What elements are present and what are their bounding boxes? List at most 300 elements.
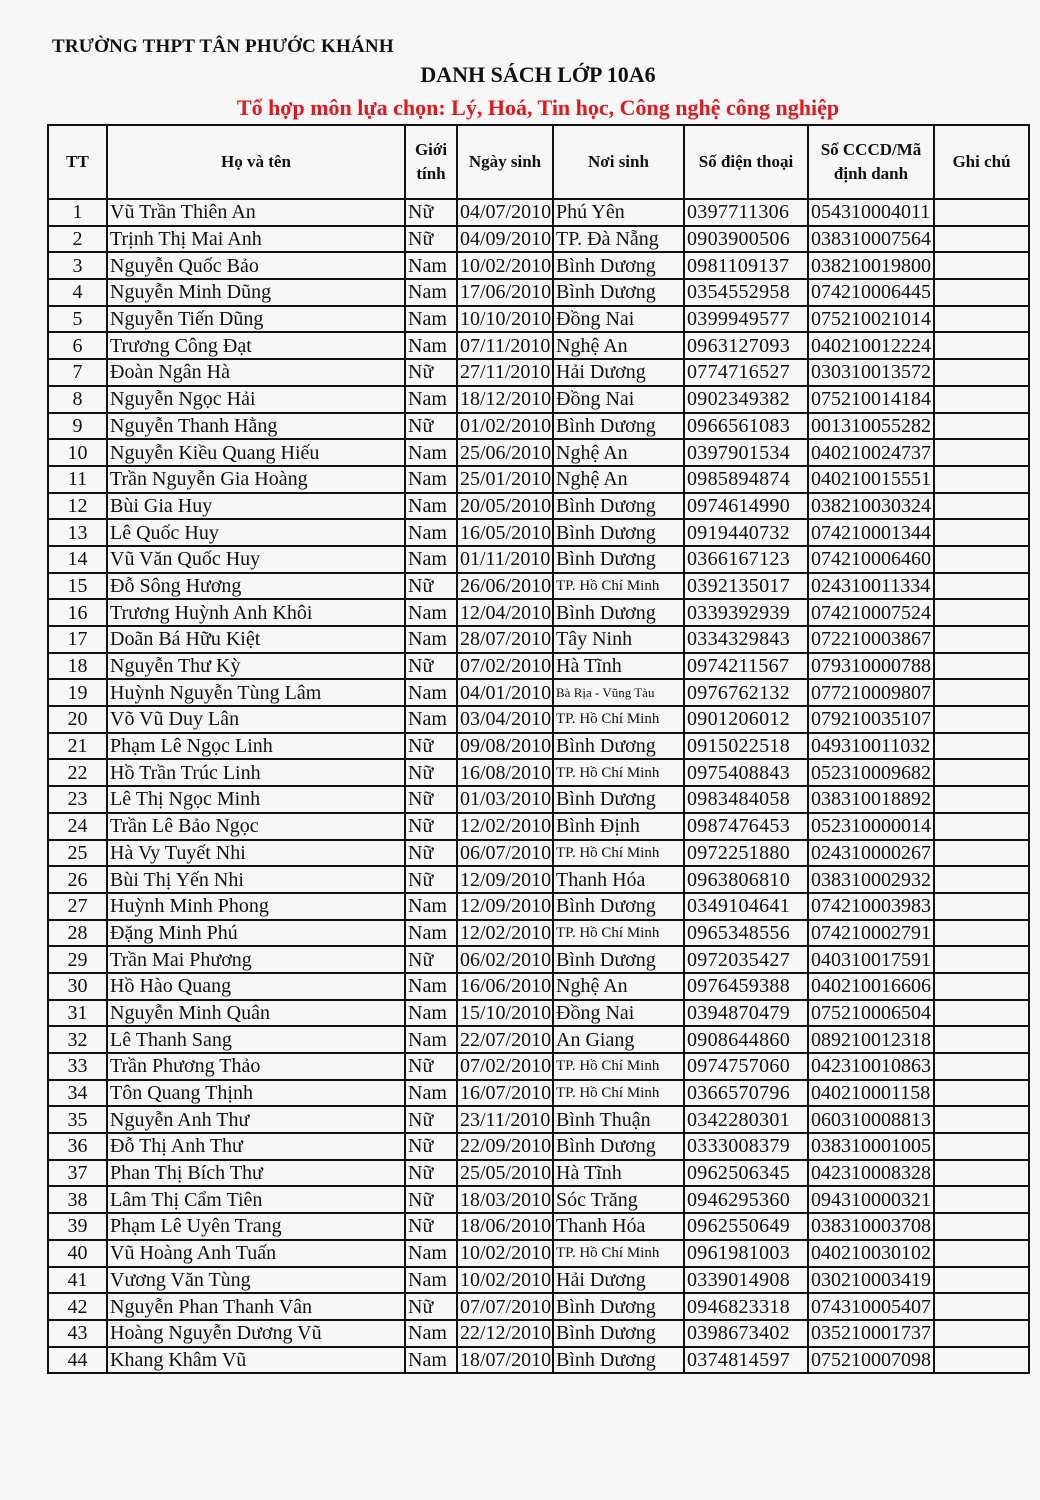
cell-full-name: Hà Vy Tuyết Nhi [107,840,405,867]
cell-gender: Nữ [405,1186,457,1213]
cell-full-name: Huỳnh Nguyễn Tùng Lâm [107,679,405,706]
cell-birthplace: Bình Dương [553,1293,684,1320]
table-row [48,813,1029,840]
cell-dob: 22/09/2010 [457,1133,553,1160]
cell-tt: 10 [48,439,107,466]
cell-gender: Nữ [405,653,457,680]
cell-notes [934,733,1029,760]
cell-phone: 0397711306 [684,199,808,226]
cell-phone: 0962506345 [684,1160,808,1187]
cell-birthplace: An Giang [553,1026,684,1053]
cell-gender: Nữ [405,733,457,760]
cell-phone: 0903900506 [684,226,808,253]
col-header-birthplace: Nơi sinh [553,125,684,199]
cell-gender: Nữ [405,1213,457,1240]
cell-birthplace: Bình Dương [553,413,684,440]
col-header-phone: Số điện thoại [684,125,808,199]
cell-tt: 24 [48,813,107,840]
cell-birthplace: Bình Dương [553,1133,684,1160]
cell-tt: 32 [48,1026,107,1053]
cell-birthplace: Bình Dương [553,519,684,546]
col-header-id-number: Số CCCD/Mã định danh [808,125,934,199]
cell-dob: 04/07/2010 [457,199,553,226]
cell-notes [934,519,1029,546]
cell-birthplace: Bình Dương [553,599,684,626]
cell-birthplace: Bình Dương [553,893,684,920]
cell-notes [934,786,1029,813]
cell-phone: 0333008379 [684,1133,808,1160]
cell-full-name: Nguyễn Kiều Quang Hiếu [107,439,405,466]
cell-gender: Nam [405,1080,457,1107]
cell-gender: Nam [405,546,457,573]
cell-dob: 07/11/2010 [457,332,553,359]
cell-notes [934,332,1029,359]
cell-dob: 26/06/2010 [457,573,553,600]
cell-gender: Nam [405,1267,457,1294]
cell-full-name: Lâm Thị Cẩm Tiên [107,1186,405,1213]
cell-phone: 0919440732 [684,519,808,546]
cell-full-name: Khang Khâm Vũ [107,1347,405,1374]
cell-id-number: 040210001158 [808,1080,934,1107]
cell-gender: Nam [405,1320,457,1347]
table-row [48,706,1029,733]
cell-tt: 5 [48,306,107,333]
cell-gender: Nam [405,1240,457,1267]
cell-dob: 01/02/2010 [457,413,553,440]
table-row [48,493,1029,520]
cell-gender: Nữ [405,1106,457,1133]
cell-birthplace: Nghệ An [553,466,684,493]
cell-gender: Nam [405,519,457,546]
table-body [48,199,1029,1373]
table-row [48,546,1029,573]
cell-full-name: Trương Huỳnh Anh Khôi [107,599,405,626]
col-header-gender: Giới tính [405,125,457,199]
cell-phone: 0987476453 [684,813,808,840]
cell-dob: 25/01/2010 [457,466,553,493]
cell-id-number: 074210006445 [808,279,934,306]
cell-tt: 19 [48,679,107,706]
cell-full-name: Vương Văn Tùng [107,1267,405,1294]
cell-dob: 12/02/2010 [457,813,553,840]
cell-full-name: Trần Phương Thảo [107,1053,405,1080]
cell-phone: 0374814597 [684,1347,808,1374]
cell-id-number: 038310002932 [808,866,934,893]
cell-gender: Nam [405,306,457,333]
cell-full-name: Hồ Hào Quang [107,973,405,1000]
cell-notes [934,599,1029,626]
cell-dob: 18/06/2010 [457,1213,553,1240]
cell-phone: 0915022518 [684,733,808,760]
cell-id-number: 077210009807 [808,679,934,706]
cell-gender: Nữ [405,1160,457,1187]
cell-phone: 0339014908 [684,1267,808,1294]
cell-phone: 0976762132 [684,679,808,706]
cell-id-number: 038210019800 [808,252,934,279]
cell-dob: 25/06/2010 [457,439,553,466]
cell-dob: 12/02/2010 [457,920,553,947]
table-row [48,1080,1029,1107]
cell-dob: 18/03/2010 [457,1186,553,1213]
cell-dob: 18/07/2010 [457,1347,553,1374]
cell-tt: 30 [48,973,107,1000]
table-row [48,439,1029,466]
cell-gender: Nữ [405,1293,457,1320]
cell-dob: 22/07/2010 [457,1026,553,1053]
cell-notes [934,1240,1029,1267]
cell-dob: 18/12/2010 [457,386,553,413]
cell-dob: 25/05/2010 [457,1160,553,1187]
cell-tt: 25 [48,840,107,867]
cell-gender: Nữ [405,226,457,253]
cell-birthplace: Hà Tĩnh [553,653,684,680]
cell-tt: 35 [48,1106,107,1133]
table-row [48,1293,1029,1320]
cell-id-number: 038310003708 [808,1213,934,1240]
cell-birthplace: Bình Thuận [553,1106,684,1133]
table-header-row [48,125,1029,199]
cell-notes [934,840,1029,867]
table-row [48,840,1029,867]
cell-tt: 23 [48,786,107,813]
cell-birthplace: TP. Hồ Chí Minh [553,840,684,867]
cell-dob: 03/04/2010 [457,706,553,733]
cell-dob: 06/02/2010 [457,946,553,973]
cell-full-name: Trương Công Đạt [107,332,405,359]
cell-tt: 16 [48,599,107,626]
table-row [48,199,1029,226]
cell-full-name: Hồ Trần Trúc Linh [107,759,405,786]
cell-id-number: 038210030324 [808,493,934,520]
cell-id-number: 074210006460 [808,546,934,573]
cell-notes [934,1106,1029,1133]
cell-id-number: 038310018892 [808,786,934,813]
cell-phone: 0963806810 [684,866,808,893]
cell-birthplace: TP. Hồ Chí Minh [553,759,684,786]
cell-tt: 36 [48,1133,107,1160]
cell-phone: 0975408843 [684,759,808,786]
cell-dob: 16/05/2010 [457,519,553,546]
cell-dob: 27/11/2010 [457,359,553,386]
cell-phone: 0908644860 [684,1026,808,1053]
cell-birthplace: Bình Dương [553,546,684,573]
cell-id-number: 074210001344 [808,519,934,546]
cell-notes [934,920,1029,947]
table-row [48,1106,1029,1133]
cell-birthplace: Bình Dương [553,786,684,813]
cell-gender: Nam [405,599,457,626]
cell-full-name: Vũ Văn Quốc Huy [107,546,405,573]
cell-notes [934,1133,1029,1160]
cell-id-number: 089210012318 [808,1026,934,1053]
cell-phone: 0339392939 [684,599,808,626]
cell-gender: Nam [405,893,457,920]
cell-full-name: Bùi Gia Huy [107,493,405,520]
cell-notes [934,893,1029,920]
cell-phone: 0962550649 [684,1213,808,1240]
cell-tt: 7 [48,359,107,386]
cell-id-number: 075210006504 [808,1000,934,1027]
cell-phone: 0394870479 [684,1000,808,1027]
cell-full-name: Nguyễn Tiến Dũng [107,306,405,333]
cell-full-name: Đỗ Sông Hương [107,573,405,600]
cell-tt: 31 [48,1000,107,1027]
cell-notes [934,252,1029,279]
cell-gender: Nữ [405,359,457,386]
cell-notes [934,1320,1029,1347]
cell-dob: 10/02/2010 [457,1267,553,1294]
cell-dob: 10/02/2010 [457,252,553,279]
cell-gender: Nam [405,920,457,947]
cell-full-name: Doãn Bá Hữu Kiệt [107,626,405,653]
cell-notes [934,1293,1029,1320]
table-row [48,573,1029,600]
cell-phone: 0398673402 [684,1320,808,1347]
cell-dob: 09/08/2010 [457,733,553,760]
cell-dob: 10/10/2010 [457,306,553,333]
table-row [48,1160,1029,1187]
table-row [48,519,1029,546]
cell-notes [934,813,1029,840]
cell-birthplace: TP. Hồ Chí Minh [553,1080,684,1107]
table-row [48,626,1029,653]
cell-notes [934,1267,1029,1294]
cell-full-name: Nguyễn Minh Quân [107,1000,405,1027]
cell-gender: Nam [405,493,457,520]
cell-dob: 28/07/2010 [457,626,553,653]
col-header-dob: Ngày sinh [457,125,553,199]
cell-birthplace: Nghệ An [553,973,684,1000]
cell-dob: 06/07/2010 [457,840,553,867]
cell-notes [934,626,1029,653]
cell-full-name: Vũ Hoàng Anh Tuấn [107,1240,405,1267]
table-row [48,386,1029,413]
cell-tt: 17 [48,626,107,653]
cell-id-number: 075210007098 [808,1347,934,1374]
cell-full-name: Nguyễn Quốc Bảo [107,252,405,279]
cell-full-name: Phan Thị Bích Thư [107,1160,405,1187]
cell-gender: Nữ [405,1133,457,1160]
cell-phone: 0972251880 [684,840,808,867]
cell-birthplace: Phú Yên [553,199,684,226]
cell-tt: 18 [48,653,107,680]
cell-birthplace: TP. Hồ Chí Minh [553,573,684,600]
cell-notes [934,1213,1029,1240]
table-row [48,1347,1029,1374]
cell-id-number: 074210002791 [808,920,934,947]
cell-phone: 0334329843 [684,626,808,653]
cell-phone: 0983484058 [684,786,808,813]
cell-tt: 9 [48,413,107,440]
cell-full-name: Vũ Trần Thiên An [107,199,405,226]
cell-dob: 12/09/2010 [457,866,553,893]
cell-dob: 15/10/2010 [457,1000,553,1027]
table-row [48,946,1029,973]
table-row [48,279,1029,306]
cell-birthplace: Bình Dương [553,252,684,279]
cell-tt: 44 [48,1347,107,1374]
cell-gender: Nữ [405,759,457,786]
cell-notes [934,573,1029,600]
cell-phone: 0774716527 [684,359,808,386]
cell-gender: Nam [405,1347,457,1374]
cell-birthplace: Thanh Hóa [553,866,684,893]
cell-tt: 11 [48,466,107,493]
cell-dob: 20/05/2010 [457,493,553,520]
cell-phone: 0902349382 [684,386,808,413]
cell-birthplace: Nghệ An [553,439,684,466]
cell-phone: 0397901534 [684,439,808,466]
cell-tt: 6 [48,332,107,359]
cell-full-name: Nguyễn Ngọc Hải [107,386,405,413]
table-row [48,1026,1029,1053]
cell-tt: 2 [48,226,107,253]
cell-notes [934,359,1029,386]
cell-tt: 1 [48,199,107,226]
table-row [48,786,1029,813]
cell-gender: Nữ [405,813,457,840]
cell-tt: 43 [48,1320,107,1347]
cell-dob: 04/01/2010 [457,679,553,706]
cell-notes [934,226,1029,253]
cell-full-name: Nguyễn Thư Kỳ [107,653,405,680]
cell-notes [934,866,1029,893]
cell-id-number: 040210015551 [808,466,934,493]
cell-full-name: Võ Vũ Duy Lân [107,706,405,733]
cell-tt: 8 [48,386,107,413]
cell-phone: 0963127093 [684,332,808,359]
cell-gender: Nam [405,1026,457,1053]
cell-id-number: 024310000267 [808,840,934,867]
cell-phone: 0354552958 [684,279,808,306]
cell-phone: 0972035427 [684,946,808,973]
table-row [48,920,1029,947]
cell-gender: Nam [405,973,457,1000]
cell-dob: 07/02/2010 [457,1053,553,1080]
cell-id-number: 074210007524 [808,599,934,626]
cell-notes [934,759,1029,786]
cell-full-name: Trần Lê Bảo Ngọc [107,813,405,840]
cell-notes [934,706,1029,733]
cell-birthplace: Đồng Nai [553,386,684,413]
cell-tt: 14 [48,546,107,573]
table-row [48,599,1029,626]
table-row [48,413,1029,440]
cell-dob: 16/08/2010 [457,759,553,786]
cell-notes [934,946,1029,973]
cell-full-name: Nguyễn Anh Thư [107,1106,405,1133]
cell-dob: 04/09/2010 [457,226,553,253]
cell-notes [934,1080,1029,1107]
cell-full-name: Tôn Quang Thịnh [107,1080,405,1107]
cell-id-number: 075210014184 [808,386,934,413]
col-header-notes: Ghi chú [934,125,1029,199]
cell-dob: 07/02/2010 [457,653,553,680]
cell-notes [934,653,1029,680]
table-row [48,653,1029,680]
cell-dob: 17/06/2010 [457,279,553,306]
cell-full-name: Lê Thị Ngọc Minh [107,786,405,813]
cell-birthplace: Hà Tĩnh [553,1160,684,1187]
cell-dob: 12/04/2010 [457,599,553,626]
cell-tt: 37 [48,1160,107,1187]
cell-tt: 33 [48,1053,107,1080]
cell-full-name: Lê Thanh Sang [107,1026,405,1053]
cell-birthplace: Sóc Trăng [553,1186,684,1213]
cell-birthplace: Bình Dương [553,1320,684,1347]
cell-tt: 42 [48,1293,107,1320]
cell-tt: 20 [48,706,107,733]
cell-gender: Nữ [405,199,457,226]
cell-phone: 0366570796 [684,1080,808,1107]
cell-notes [934,1026,1029,1053]
cell-dob: 01/11/2010 [457,546,553,573]
cell-notes [934,1053,1029,1080]
cell-id-number: 035210001737 [808,1320,934,1347]
cell-id-number: 030210003419 [808,1267,934,1294]
cell-tt: 34 [48,1080,107,1107]
table-row [48,359,1029,386]
table-row [48,893,1029,920]
cell-id-number: 040210024737 [808,439,934,466]
cell-birthplace: Đồng Nai [553,306,684,333]
cell-phone: 0981109137 [684,252,808,279]
table-row [48,226,1029,253]
cell-phone: 0366167123 [684,546,808,573]
cell-birthplace: Nghệ An [553,332,684,359]
cell-phone: 0985894874 [684,466,808,493]
cell-full-name: Nguyễn Minh Dũng [107,279,405,306]
cell-full-name: Đỗ Thị Anh Thư [107,1133,405,1160]
cell-tt: 15 [48,573,107,600]
cell-dob: 16/06/2010 [457,973,553,1000]
cell-dob: 23/11/2010 [457,1106,553,1133]
cell-tt: 3 [48,252,107,279]
table-row [48,306,1029,333]
table-row [48,1186,1029,1213]
cell-birthplace: Đồng Nai [553,1000,684,1027]
cell-phone: 0961981003 [684,1240,808,1267]
cell-dob: 22/12/2010 [457,1320,553,1347]
cell-gender: Nữ [405,840,457,867]
cell-notes [934,279,1029,306]
cell-id-number: 049310011032 [808,733,934,760]
cell-gender: Nữ [405,573,457,600]
table-row [48,733,1029,760]
cell-notes [934,973,1029,1000]
cell-gender: Nam [405,466,457,493]
cell-phone: 0349104641 [684,893,808,920]
cell-tt: 29 [48,946,107,973]
subject-combination: Tổ hợp môn lựa chọn: Lý, Hoá, Tin học, Công nghệ công nghiệp [236,95,840,120]
cell-phone: 0965348556 [684,920,808,947]
cell-dob: 07/07/2010 [457,1293,553,1320]
table-row [48,973,1029,1000]
cell-id-number: 094310000321 [808,1186,934,1213]
cell-id-number: 030310013572 [808,359,934,386]
table-row [48,1240,1029,1267]
cell-birthplace: TP. Hồ Chí Minh [553,920,684,947]
cell-dob: 12/09/2010 [457,893,553,920]
cell-birthplace: TP. Hồ Chí Minh [553,1240,684,1267]
table-row [48,1000,1029,1027]
cell-notes [934,466,1029,493]
cell-id-number: 074210003983 [808,893,934,920]
cell-notes [934,1160,1029,1187]
cell-id-number: 038310001005 [808,1133,934,1160]
cell-id-number: 040210030102 [808,1240,934,1267]
cell-phone: 0946295360 [684,1186,808,1213]
